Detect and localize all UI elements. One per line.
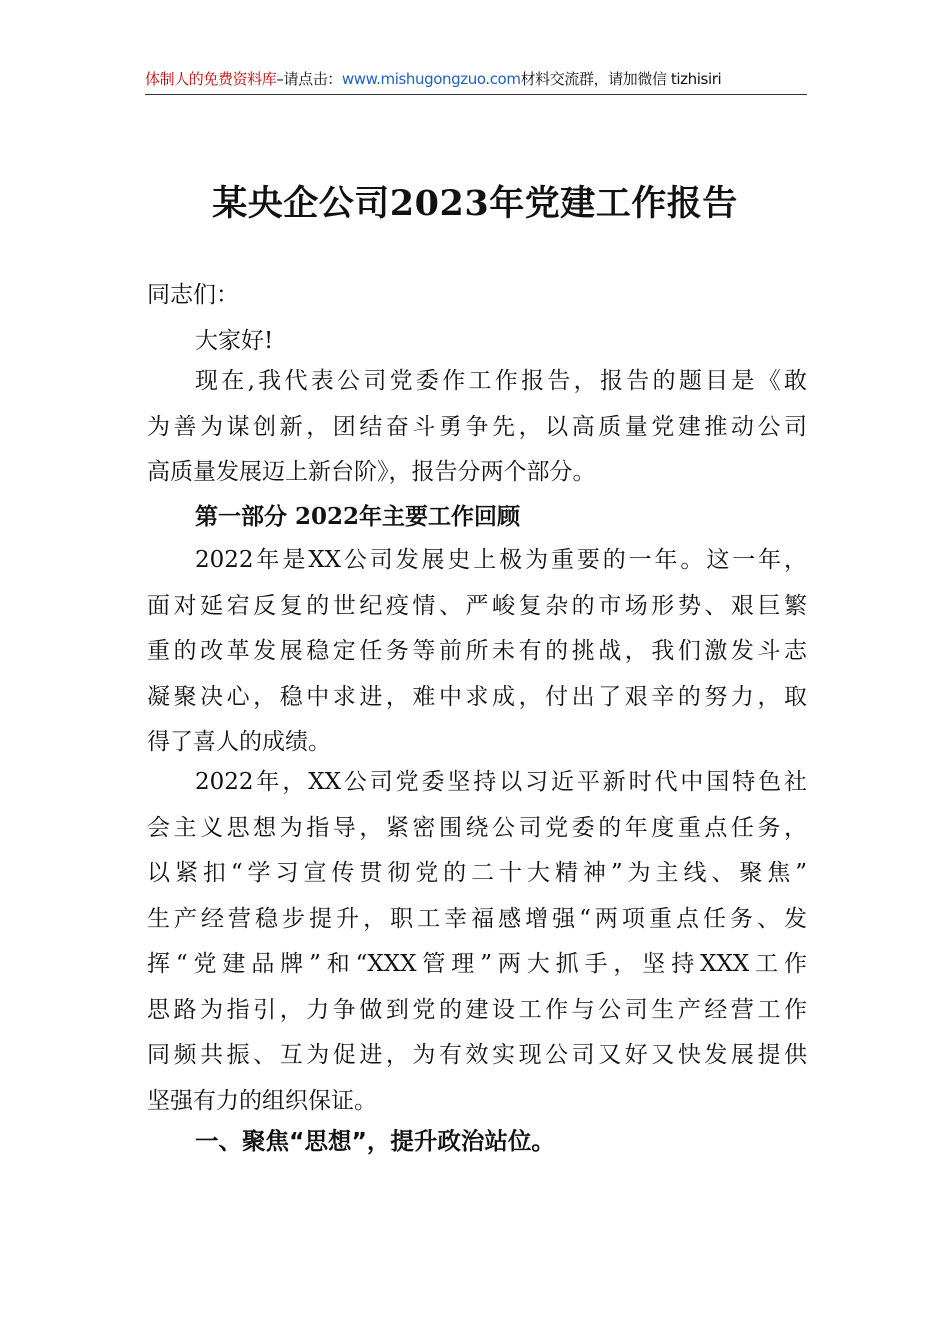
para2-line: 生产经营稳步提升，职工幸福感增强“两项重点任务、发 xyxy=(147,905,807,932)
document-title: 某央企公司2023年党建工作报告 xyxy=(212,183,738,224)
para1-line: 得了喜人的成绩。 xyxy=(147,729,331,755)
intro-paragraph xyxy=(147,359,807,496)
paragraph-1 xyxy=(147,538,807,766)
para1-line: 重的改革发展稳定任务等前所未有的挑战，我们激发斗志 xyxy=(147,638,807,664)
para2-line: 同频共振、互为促进，为有效实现公司又好又快发展提供 xyxy=(147,1042,807,1068)
header-brand: 体制人的免费资料库 xyxy=(145,70,277,88)
para1-line: 2022年是XX公司发展史上极为重要的一年。这一年， xyxy=(195,547,807,573)
part-heading xyxy=(147,494,855,540)
part1-heading: 第一部分 2022年主要工作回顾 xyxy=(195,503,521,530)
para1-line: 凝聚决心，稳中求进，难中求成，付出了艰辛的努力，取 xyxy=(147,683,807,710)
greeting-block xyxy=(147,273,807,364)
paragraph-2 xyxy=(147,760,807,1124)
para2-line: 2022年，XX公司党委坚持以习近平新时代中国特色社 xyxy=(195,769,807,795)
section-heading xyxy=(147,1119,855,1165)
header-prompt: –请点击： xyxy=(276,70,342,88)
para2-line: 挥“党建品牌”和“XXX管理”两大抓手，坚持XXX工作 xyxy=(147,951,807,977)
intro-line: 为善为谋创新，团结奋斗勇争先，以高质量党建推动公司 xyxy=(147,413,807,440)
para1-line: 面对延宕反复的世纪疫情、严峻复杂的市场形势、艰巨繁 xyxy=(147,592,807,619)
header-link[interactable]: www.mishugongzuo.com xyxy=(341,70,521,88)
section1-heading: 一、聚焦“思想”，提升政治站位。 xyxy=(195,1127,555,1155)
para2-line: 坚强有力的组织保证。 xyxy=(147,1087,377,1114)
intro-line: 现在,我代表公司党委作工作报告，报告的题目是《敢 xyxy=(195,368,807,394)
para2-line: 会主义思想为指导，紧密围绕公司党委的年度重点任务， xyxy=(147,814,807,841)
para2-line: 思路为指引，力争做到党的建设工作与公司生产经营工作 xyxy=(147,996,807,1023)
header-contact: 材料交流群，请加微信 tizhisiri xyxy=(520,70,722,88)
greeting: 同志们： xyxy=(147,282,239,308)
para2-line: 以紧扣“学习宣传贯彻党的二十大精神”为主线、聚焦” xyxy=(147,860,807,886)
page-header xyxy=(145,68,807,95)
hello: 大家好! xyxy=(195,327,274,354)
intro-line: 高质量发展迈上新台阶》，报告分两个部分。 xyxy=(147,459,596,485)
